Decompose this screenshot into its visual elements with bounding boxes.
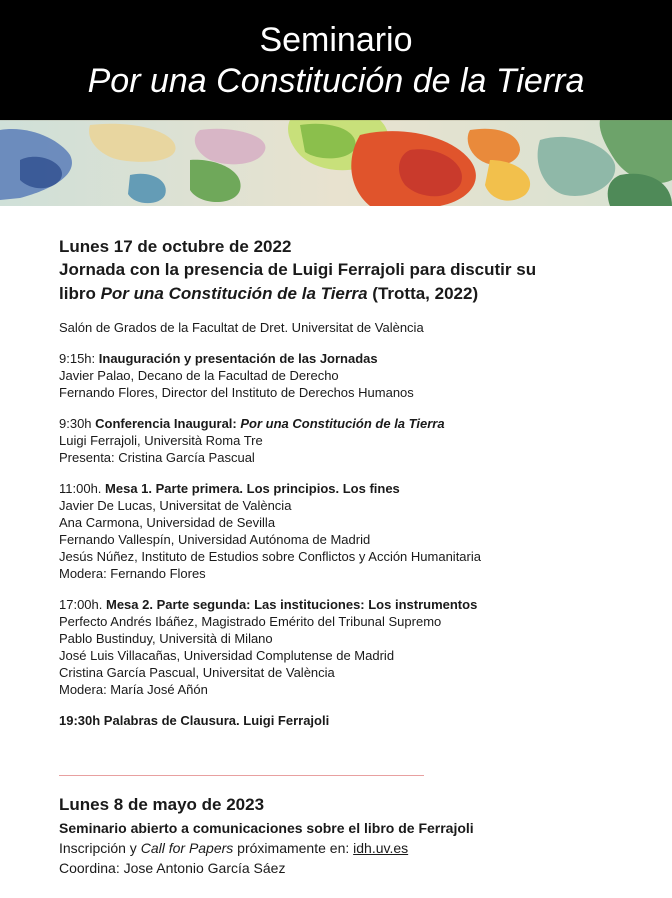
session-heading: [59, 415, 659, 432]
participant: Javier Palao, Decano de la Facultad de Derecho: [59, 368, 339, 383]
participant: Ana Carmona, Universidad de Sevilla: [59, 515, 276, 530]
session-title-book: Por una Constitución de la Tierra: [240, 416, 445, 431]
day1-title-suffix: (Trotta, 2022): [367, 284, 479, 303]
idh-link[interactable]: idh.uv.es: [353, 840, 409, 856]
closing-session: 19:30h Palabras de Clausura. Luigi Ferrajoli: [59, 713, 330, 728]
day2-program: [59, 794, 659, 878]
session-inaugural-lecture: [59, 415, 659, 466]
seminar-title: Por una Constitución de la Tierra: [87, 62, 585, 100]
session-title: Conferencia Inaugural:: [95, 416, 241, 431]
session-heading: [59, 350, 659, 367]
day1-title-line2: [59, 282, 659, 306]
participant: Jesús Núñez, Instituto de Estudios sobre Conflictos y Acción Humanitaria: [59, 549, 481, 564]
coordinator: Coordina: Jose Antonio García Sáez: [59, 860, 286, 876]
day2-date: Lunes 8 de mayo de 2023: [59, 795, 265, 814]
participant: Luigi Ferrajoli, Università Roma Tre: [59, 433, 263, 448]
registration-prefix: Inscripción y: [59, 840, 141, 856]
registration-suffix: próximamente en:: [233, 840, 354, 856]
world-map-illustration: [0, 120, 672, 206]
session-heading: [59, 596, 659, 613]
day1-date: Lunes 17 de octubre de 2022: [59, 237, 292, 256]
session-title: Mesa 2. Parte segunda: Las instituciones: Los instrumentos: [106, 597, 478, 612]
participant: Fernando Vallespín, Universidad Autónoma de Madrid: [59, 532, 371, 547]
session-time: 9:15h:: [59, 351, 99, 366]
session-title: Inauguración y presentación de las Jornadas: [98, 351, 378, 366]
moderator: Modera: Fernando Flores: [59, 566, 206, 581]
participant: Presenta: Cristina García Pascual: [59, 450, 255, 465]
day1-title-prefix: libro: [59, 284, 101, 303]
section-divider: [59, 775, 424, 776]
session-mesa-1: [59, 480, 659, 582]
session-inauguration: [59, 350, 659, 401]
moderator: Modera: María José Añón: [59, 682, 208, 697]
day1-title-line1: Jornada con la presencia de Luigi Ferrajoli para discutir su: [59, 260, 537, 279]
world-map-banner: [0, 120, 672, 206]
participant: Cristina García Pascual, Universitat de València: [59, 665, 335, 680]
session-time: 9:30h: [59, 416, 96, 431]
participant: Javier De Lucas, Universitat de València: [59, 498, 292, 513]
venue: Salón de Grados de la Facultat de Dret. Universitat de València: [59, 320, 424, 335]
participant: Perfecto Andrés Ibáñez, Magistrado Emérito del Tribunal Supremo: [59, 614, 442, 629]
participant: José Luis Villacañas, Universidad Complutense de Madrid: [59, 648, 395, 663]
session-heading: [59, 480, 659, 497]
day1-program: [59, 236, 659, 729]
day2-subtitle: Seminario abierto a comunicaciones sobre el libro de Ferrajoli: [59, 820, 474, 836]
registration-line: [59, 838, 659, 858]
session-mesa-2: [59, 596, 659, 698]
seminar-label: Seminario: [259, 21, 413, 59]
session-time: 11:00h.: [59, 481, 106, 496]
session-title: Mesa 1. Parte primera. Los principios. Los fines: [105, 481, 400, 496]
header: [0, 0, 672, 120]
session-time: 17:00h.: [59, 597, 106, 612]
day1-title-book: Por una Constitución de la Tierra: [100, 284, 368, 303]
participant: Fernando Flores, Director del Instituto de Derechos Humanos: [59, 385, 414, 400]
call-for-papers: Call for Papers: [140, 840, 234, 856]
participant: Pablo Bustinduy, Università di Milano: [59, 631, 273, 646]
day1-title: [59, 258, 659, 306]
